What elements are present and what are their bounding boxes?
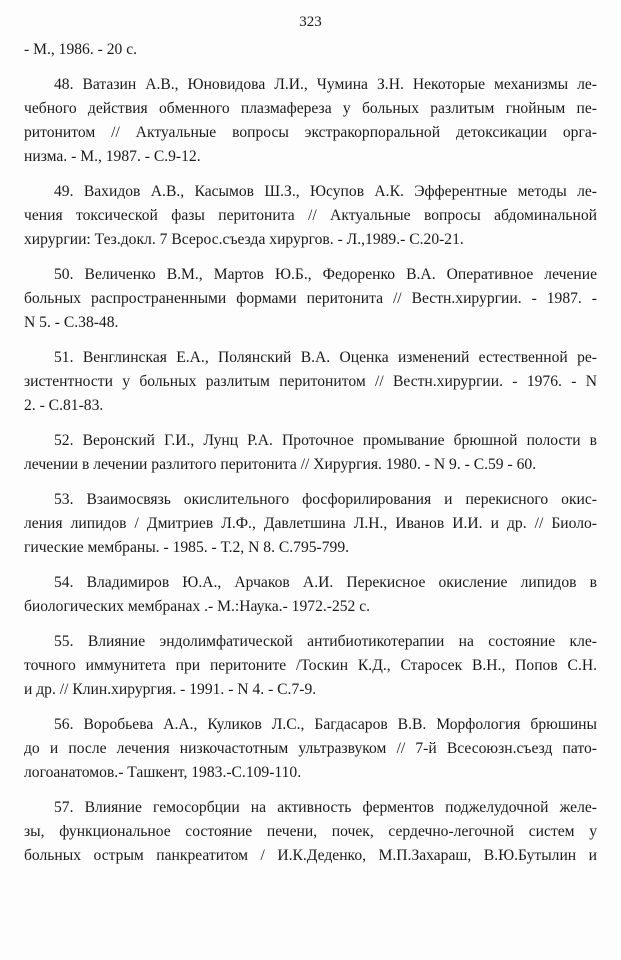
reference-line: низма. - М., 1987. - С.9-12. xyxy=(24,148,201,165)
reference-line: точного иммунитета при перитоните /Тоскин К.Д., Старосек В.Н., Попов С.Н. xyxy=(24,657,597,674)
reference-line: 53. Взаимосвязь окислительного фосфорилирования и перекисного окис- xyxy=(54,491,597,508)
reference-entry-48 xyxy=(24,73,597,169)
reference-line: чения токсической фазы перитонита // Актуальные вопросы абдоминальной xyxy=(24,207,597,224)
reference-entry-53 xyxy=(24,488,597,560)
reference-line: 56. Воробьева А.А., Куликов Л.С., Багдасаров В.В. Морфология брюшины xyxy=(54,716,597,733)
reference-line: 55. Влияние эндолимфатической антибиотикотерапии на состояние кле- xyxy=(54,633,597,650)
reference-line: 57. Влияние гемосорбции на активность ферментов поджелудочной желе- xyxy=(54,799,597,816)
reference-line: 50. Величенко В.М., Мартов Ю.Б., Федоренко В.А. Оперативное лечение xyxy=(54,266,597,283)
reference-line: зистентности у больных разлитым перитонитом // Вестн.хирургии. - 1976. - N xyxy=(24,373,597,390)
reference-entry-49 xyxy=(24,180,597,252)
reference-line: 54. Владимиров Ю.А., Арчаков А.И. Перекисное окисление липидов в xyxy=(54,574,597,591)
reference-line: N 5. - С.38-48. xyxy=(24,314,119,331)
reference-line: чебного действия обменного плазмафереза у больных разлитым гнойным пе- xyxy=(24,100,597,117)
reference-entry-51 xyxy=(24,346,597,418)
reference-line: - М., 1986. - 20 с. xyxy=(24,41,138,58)
reference-line: ления липидов / Дмитриев Л.Ф., Давлетшина Л.Н., Иванов И.И. и др. // Биоло- xyxy=(24,515,597,532)
page-number: 323 xyxy=(299,14,322,30)
reference-entry-54 xyxy=(24,571,597,619)
reference-line: гические мембраны. - 1985. - Т.2, N 8. С.795-799. xyxy=(24,539,350,556)
reference-line: ритонитом // Актуальные вопросы экстракорпоральной детоксикации орга- xyxy=(24,124,597,141)
reference-line: 2. - С.81-83. xyxy=(24,397,104,414)
reference-line: 52. Веронский Г.И., Лунц Р.А. Проточное промывание брюшной полости в xyxy=(54,432,597,449)
reference-entry-56 xyxy=(24,713,597,785)
reference-line: хирургии: Тез.докл. 7 Всерос.съезда хирургов. - Л.,1989.- С.20-21. xyxy=(24,231,464,248)
reference-line: 48. Ватазин А.В., Юновидова Л.И., Чумина З.Н. Некоторые механизмы ле- xyxy=(54,76,597,93)
reference-line: зы, функциональное состояние печени, почек, сердечно-легочной систем у xyxy=(24,823,597,840)
reference-entry-50 xyxy=(24,263,597,335)
reference-line: до и после лечения низкочастотным ультразвуком // 7-й Всесоюзн.съезд пато- xyxy=(24,740,597,757)
reference-list xyxy=(24,38,597,868)
reference-entry-55 xyxy=(24,630,597,702)
reference-line: лечении в лечении разлитого перитонита // Хирургия. 1980. - N 9. - С.59 - 60. xyxy=(24,456,537,473)
reference-line: биологических мембранах .- М.:Наука.- 1972.-252 с. xyxy=(24,598,371,615)
reference-line: и др. // Клин.хирургия. - 1991. - N 4. - С.7-9. xyxy=(24,681,317,698)
reference-line: 49. Вахидов А.В., Касымов Ш.З., Юсупов А.К. Эфферентные методы ле- xyxy=(54,183,597,200)
reference-line: больных распространенными формами перитонита // Вестн.хирургии. - 1987. - xyxy=(24,290,597,307)
reference-line: 51. Венглинская Е.А., Полянский В.А. Оценка изменений естественной ре- xyxy=(54,349,597,366)
reference-line: больных острым панкреатитом / И.К.Деденко, М.П.Захараш, В.Ю.Бутылин и xyxy=(24,847,597,864)
reference-entry-52 xyxy=(24,429,597,477)
reference-line: логоанатомов.- Ташкент, 1983.-С.109-110. xyxy=(24,764,302,781)
reference-entry-tail xyxy=(24,38,597,62)
reference-entry-57 xyxy=(24,796,597,868)
